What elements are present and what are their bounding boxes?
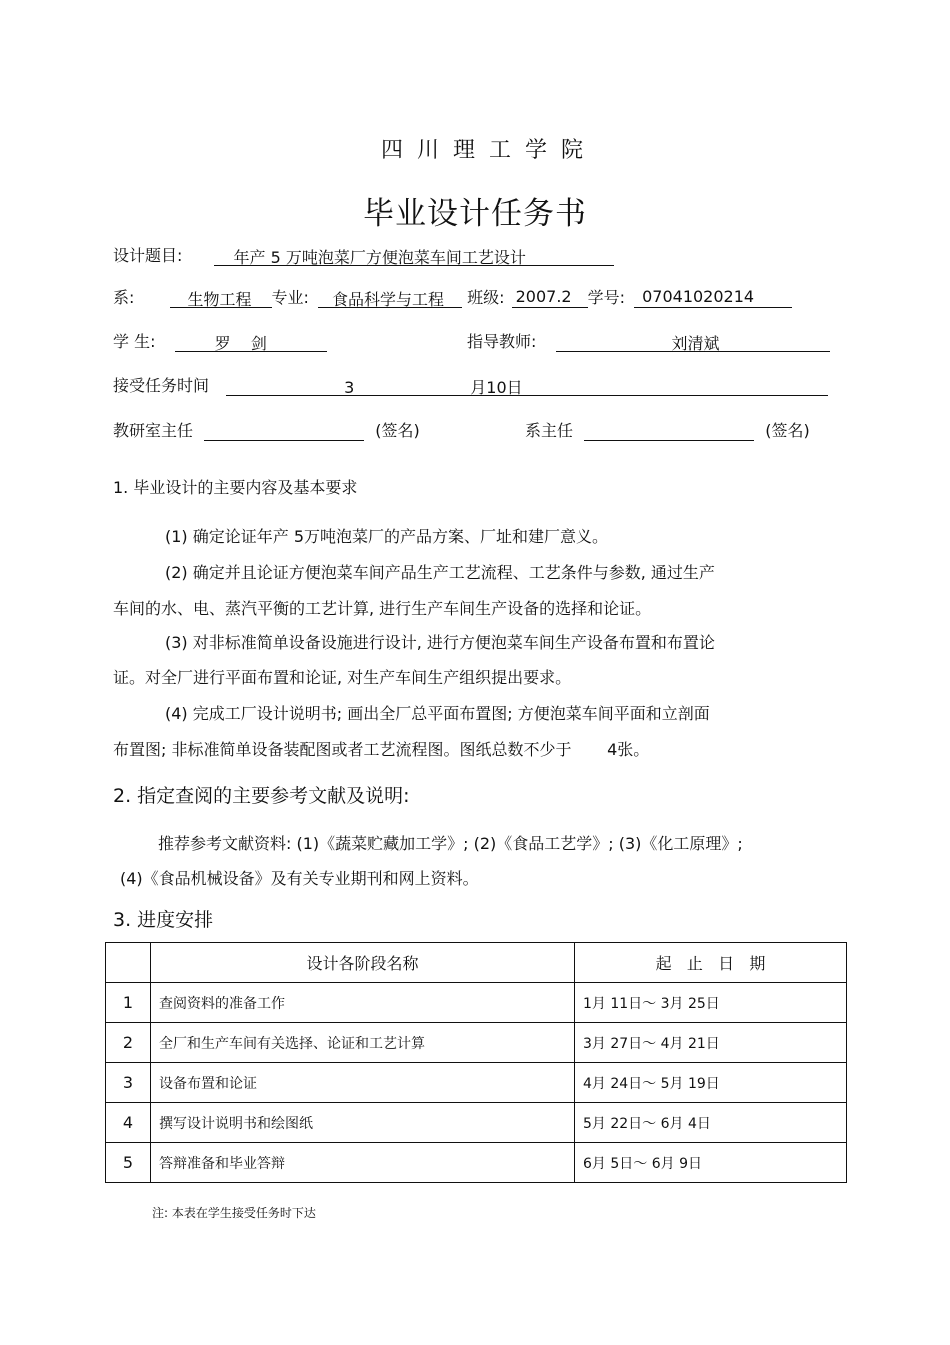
schedule-table	[105, 942, 847, 1183]
student-value: 罗 剑	[175, 331, 327, 352]
topic-label: 设计题目:	[113, 246, 183, 265]
row-number: 2	[106, 1023, 151, 1063]
row-number: 5	[106, 1143, 151, 1183]
row-number: 3	[106, 1063, 151, 1103]
received-row	[113, 373, 828, 396]
section1-heading: 1. 毕业设计的主要内容及基本要求	[113, 478, 358, 497]
row-number: 4	[106, 1103, 151, 1143]
student-id-value: 07041020214	[634, 287, 792, 308]
row-date: 1月 11日～ 3月 25日	[575, 983, 847, 1023]
dept-head-row	[525, 418, 810, 441]
section1-item: 证。对全厂进行平面布置和论证, 对生产车间生产组织提出要求。	[113, 668, 572, 687]
row-stage: 全厂和生产车间有关选择、论证和工艺计算	[151, 1023, 575, 1063]
header-number-cell	[106, 943, 151, 983]
row-stage: 设备布置和论证	[151, 1063, 575, 1103]
dept-label: 系:	[113, 288, 135, 307]
document-title: 毕业设计任务书	[363, 196, 587, 232]
header-stage: 设计各阶段名称	[151, 943, 575, 983]
section1-item: (3) 对非标准简单设备设施进行设计, 进行方便泡菜车间生产设备布置和布置论	[165, 633, 715, 652]
advisor-row	[467, 329, 830, 352]
table-row	[106, 1143, 847, 1183]
row-date: 3月 27日～ 4月 21日	[575, 1023, 847, 1063]
received-day: 月10日	[470, 378, 523, 397]
row-date: 6月 5日～ 6月 9日	[575, 1143, 847, 1183]
row-stage: 答辩准备和毕业答辩	[151, 1143, 575, 1183]
table-row	[106, 1023, 847, 1063]
section1-item: (2) 确定并且论证方便泡菜车间产品生产工艺流程、工艺条件与参数, 通过生产	[165, 563, 715, 582]
dept-value: 生物工程	[170, 287, 272, 308]
advisor-value: 刘清斌	[556, 331, 830, 352]
received-date-field	[226, 375, 828, 396]
table-row	[106, 1063, 847, 1103]
row-date: 4月 24日～ 5月 19日	[575, 1063, 847, 1103]
table-note: 注: 本表在学生接受任务时下达	[152, 1206, 316, 1220]
student-label: 学 生:	[113, 332, 156, 351]
advisor-label: 指导教师:	[467, 332, 537, 351]
office-head-signature-line	[204, 420, 364, 441]
office-head-label: 教研室主任	[113, 421, 194, 440]
row-number: 1	[106, 983, 151, 1023]
section1-item: (4) 完成工厂设计说明书; 画出全厂总平面布置图; 方便泡菜车间平面和立剖面	[165, 704, 710, 723]
major-value: 食品科学与工程	[318, 287, 462, 308]
row-stage: 撰写设计说明书和绘图纸	[151, 1103, 575, 1143]
row-date: 5月 22日～ 6月 4日	[575, 1103, 847, 1143]
major-label: 专业:	[271, 288, 309, 307]
table-row	[106, 1103, 847, 1143]
section2-heading: 2. 指定查阅的主要参考文献及说明:	[113, 785, 410, 807]
class-label: 班级:	[467, 288, 505, 307]
dept-head-signature-line	[584, 420, 754, 441]
section1-item: 车间的水、电、蒸汽平衡的工艺计算, 进行生产车间生产设备的选择和论证。	[113, 599, 652, 618]
class-value: 2007.2	[512, 287, 588, 308]
section1-item: 布置图; 非标准简单设备装配图或者工艺流程图。图纸总数不少于 4张。	[113, 740, 650, 759]
dept-head-label: 系主任	[525, 421, 574, 440]
school-name: 四川理工学院	[380, 138, 597, 163]
student-info-row	[113, 285, 792, 308]
received-month: 3	[344, 378, 355, 397]
section1-item: (1) 确定论证年产 5万吨泡菜厂的产品方案、厂址和建厂意义。	[165, 527, 609, 546]
header-date: 起 止 日 期	[575, 943, 847, 983]
section3-heading: 3. 进度安排	[113, 909, 214, 931]
topic-value: 年产 5 万吨泡菜厂方便泡菜车间工艺设计	[214, 245, 614, 266]
student-row	[113, 329, 327, 352]
table-row	[106, 983, 847, 1023]
received-label: 接受任务时间	[113, 376, 210, 395]
row-stage: 查阅资料的准备工作	[151, 983, 575, 1023]
table-header-row	[106, 943, 847, 983]
office-head-row	[113, 418, 420, 441]
office-head-sign-note: (签名)	[375, 421, 420, 440]
sid-label: 学号:	[587, 288, 625, 307]
references-line2: (4)《食品机械设备》及有关专业期刊和网上资料。	[120, 869, 479, 888]
dept-head-sign-note: (签名)	[765, 421, 810, 440]
topic-row	[113, 243, 614, 266]
references-line1: 推荐参考文献资料: (1)《蔬菜贮藏加工学》; (2)《食品工艺学》; (3)《化工原理》;	[158, 834, 743, 853]
